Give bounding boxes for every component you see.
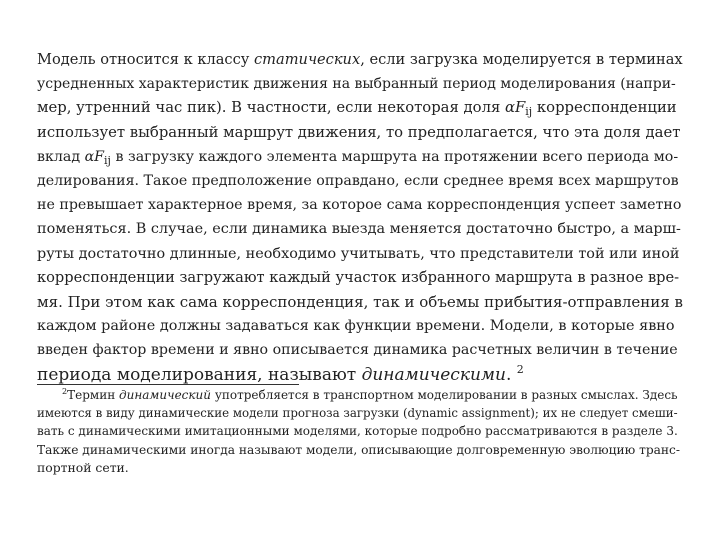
footnote	[37, 386, 683, 477]
footnote-line-2: имеются в виду динамические модели прогноза загрузки (dynamic assignment); их не следует смеши-	[37, 406, 678, 421]
paragraph-line-6: делирования. Такое предположение оправдано, если среднее время всех маршрутов	[37, 173, 679, 190]
math-subscript-ij: ij	[525, 105, 533, 119]
main-paragraph	[37, 48, 683, 387]
emphasized-term-dynamic: динамическими	[361, 364, 506, 385]
footnote-marker: 2	[62, 387, 68, 396]
paragraph-line-3: мер, утренний час пик). В частности, если некоторая доля $\alpha F_{ij}$ корреспонденции	[37, 99, 677, 119]
footnote-line-5: портной сети.	[37, 459, 129, 475]
math-alpha-f: αF	[84, 148, 105, 165]
paragraph-line-9: руты достаточно длинные, необходимо учитывать, что представители той или иной	[37, 245, 680, 262]
paragraph-line-1: Модель относится к классу статических, если загрузка моделируется в терминах	[37, 51, 683, 68]
paragraph-line-10: корреспонденции загружают каждый участок избранного маршрута в разное вре-	[37, 268, 680, 286]
paragraph-line-2: усредненных характеристик движения на выбранный период моделирования (напри-	[37, 76, 676, 93]
paragraph-line-11: мя. При этом как сама корреспонденция, так и объемы прибытия-отправления в	[37, 293, 683, 312]
paragraph-line-8: поменяться. В случае, если динамика выезда меняется достаточно быстро, а марш-	[37, 221, 681, 238]
math-subscript-ij: ij	[104, 153, 111, 167]
paragraph-line-7: не превышает характерное время, за которое сама корреспонденция успеет заметно	[37, 197, 682, 214]
footnote-line-1: $^2$Термин динамический употребляется в транспортном моделировании в разных смыслах. Здесь	[62, 387, 678, 402]
paragraph-line-12: каждом районе должны задаваться как функции времени. Модели, в которые явно	[37, 318, 675, 335]
math-alpha-f: αF	[505, 99, 526, 117]
paragraph-line-14: периода моделирования, называют динамическими. $^2$	[37, 362, 524, 385]
footnote-separator	[37, 384, 299, 385]
emphasized-term-static: статических	[254, 51, 361, 68]
paragraph-line-4: использует выбранный маршрут движения, то предполагается, что эта доля дает	[37, 123, 681, 141]
emphasized-term-dynamic: динамический	[119, 388, 212, 402]
footnote-reference: 2	[516, 362, 524, 376]
paragraph-line-5: вклад $\alpha F_{ij}$ в загрузку каждого элемента маршрута на протяжении всего периода мо-	[37, 148, 679, 167]
paragraph-line-13: введен фактор времени и явно описывается динамика расчетных величин в течение	[37, 342, 678, 359]
footnote-line-3: вать с динамическими имитационными моделями, которые подробно рассматриваются в разделе 3.	[37, 424, 678, 439]
footnote-line-4: Также динамическими иногда называют модели, описывающие долговременную эволюцию транс-	[37, 442, 680, 457]
